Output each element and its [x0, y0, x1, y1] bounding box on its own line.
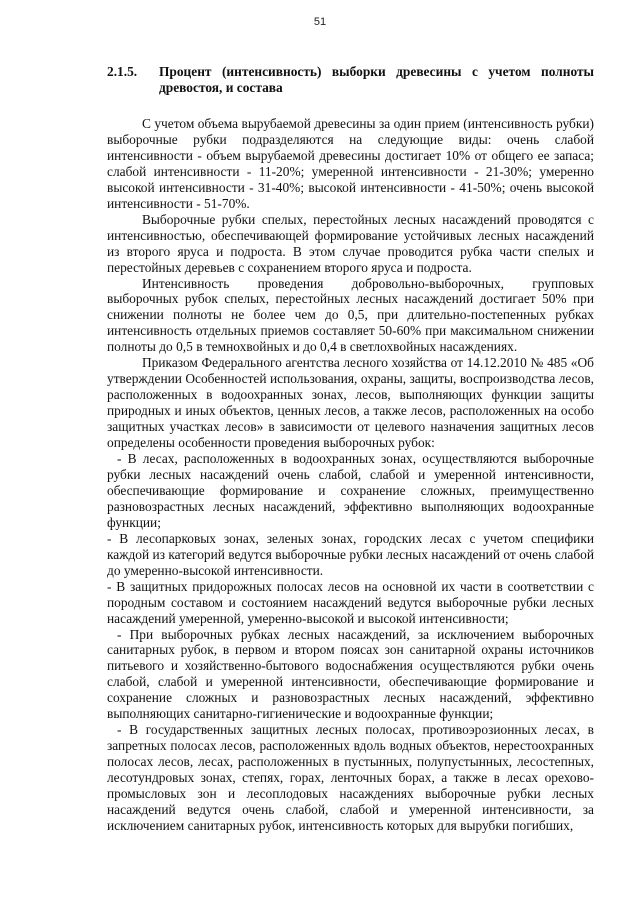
bullet-water-protection: - В лесах, расположенных в водоохранных зонах, осуществляются выборочные рубки лесных насаждений очень слабой, слабой и умеренной интенсивности, обеспечивающие формирование и сохранение сложных, преимущественно разновозрастных лесных насаждений, эффективно выполняющих водоохранные функции;: [107, 451, 594, 530]
section-title: Процент (интенсивность) выборки древесины с учетом полноты древостоя, и состава: [159, 64, 594, 95]
bullet-state-protective-belts: - В государственных защитных лесных полосах, противоэрозионных лесах, в запретных полосах лесов, расположенных вдоль водных объектов, нерестоохранных полосах лесов, лесах, расположенных в пустынных, полупустынных, лесостепных, лесотундровых зонах, степях, горах, ленточных борах, а также в лесах орехово-промысловых зон и лесоплодовых насаждениях выборочные рубки лесных насаждений ведутся очень слабой, слабой и умеренной интенсивности, за исключением санитарных рубок, интенсивность которых для вырубки погибших,: [107, 722, 594, 833]
bullet-forest-parks: - В лесопарковых зонах, зеленых зонах, городских лесах с учетом специфики каждой из категорий ведутся выборочные рубки лесных насаждений от очень слабой до умеренно-высокой интенсивности.: [107, 530, 594, 578]
paragraph-intensity-types: С учетом объема вырубаемой древесины за один прием (интенсивность рубки) выборочные рубки подразделяются на следующие виды: очень слабой интенсивности - объем вырубаемой древесины достигает 10% от общего ее запаса; слабой интенсивности - 11-20%; умеренной интенсивности - 21-30%; умеренно высокой интенсивности - 31-40%; высокой интенсивности - 41-50%; очень высокой интенсивности - 51-70%.: [107, 116, 594, 211]
paragraph-mature-stands: Выборочные рубки спелых, перестойных лесных насаждений проводятся с интенсивностью, обеспечивающей формирование устойчивых лесных насаждений из второго яруса и подроста. В этом случае проводится рубка части спелых и перестойных деревьев с сохранением второго яруса и подроста.: [107, 211, 594, 275]
section-number: 2.1.5.: [107, 64, 138, 79]
paragraph-group-selective: Интенсивность проведения добровольно-выборочных, групповых выборочных рубок спелых, перестойных лесных насаждений достигает 50% при снижении полноты не более чем до 0,5, при длительно-постепенных рубках интенсивность отдельных приемов составляет 50-60% при максимальном снижении полноты до 0,5 в темнохвойных и до 0,4 в светлохвойных насаждениях.: [107, 275, 594, 355]
page-number: 51: [313, 16, 327, 28]
page-body: [107, 64, 594, 834]
bullet-sanitary-zones: - При выборочных рубках лесных насаждений, за исключением выборочных санитарных рубок, в первом и втором поясах зон санитарной охраны источников питьевого и хозяйственно-бытового водоснабжения осуществляются рубки очень слабой, слабой и умеренной интенсивности, обеспечивающие формирование и сохранение сложных и разновозрастных лесных насаждений, эффективно выполняющих санитарно-гигиенические и водоохранные функции;: [107, 626, 594, 722]
bullet-roadside-strips: - В защитных придорожных полосах лесов на основной их части в соответствии с породным составом и состоянием насаждений ведутся выборочные рубки лесных насаждений умеренной, умеренно-высокой и высокой интенсивности;: [107, 578, 594, 626]
section-heading: [107, 64, 594, 96]
paragraph-order-485: Приказом Федерального агентства лесного хозяйства от 14.12.2010 № 485 «Об утверждении Особенностей использования, охраны, защиты, воспроизводства лесов, расположенных в водоохранных зонах, лесов, выполняющих функции защиты природных и иных объектов, ценных лесов, а также лесов, расположенных на особо защитных участках лесов» в зависимости от целевого назначения защитных лесов определены особенности проведения выборочных рубок:: [107, 355, 594, 451]
